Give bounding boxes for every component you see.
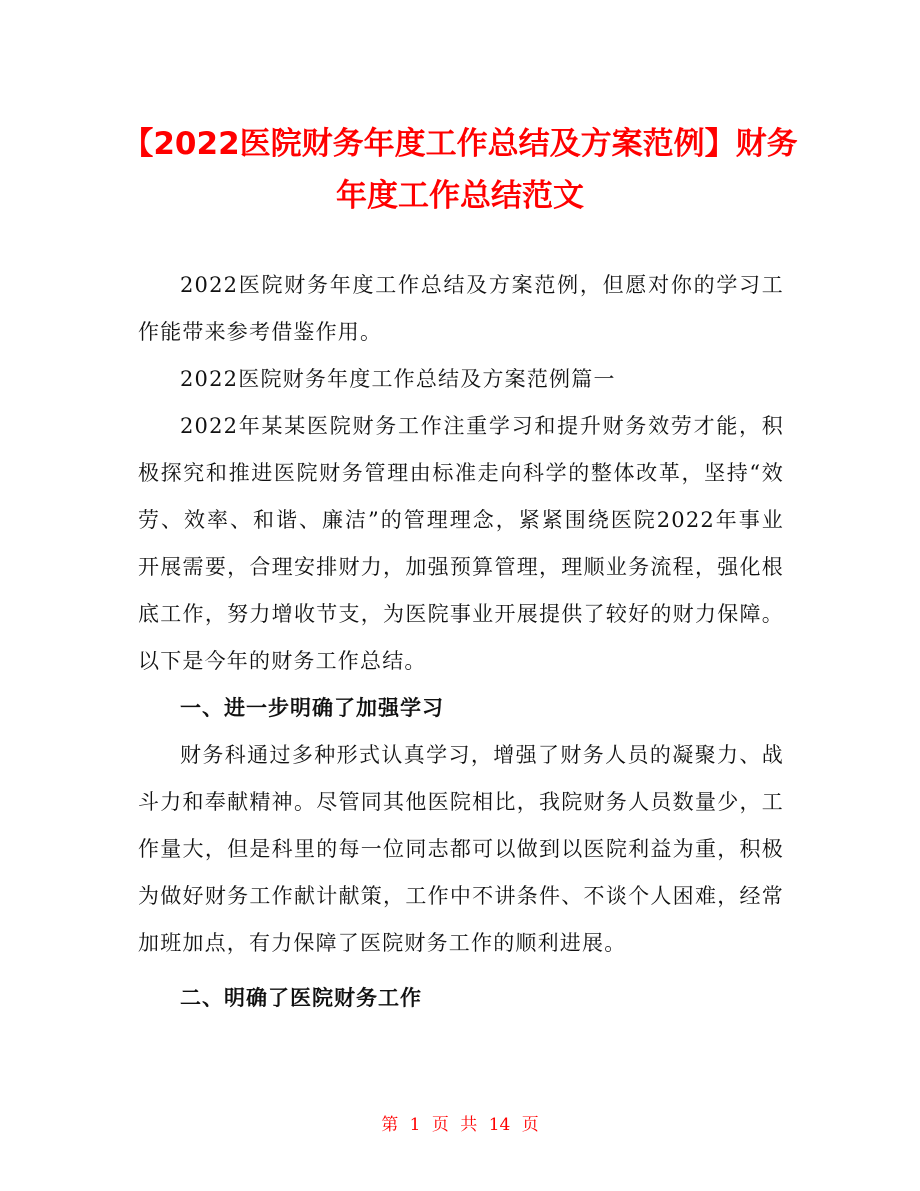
- document-title: 【2022医院财务年度工作总结及方案范例】财务年度工作总结范文: [122, 126, 798, 214]
- intro-paragraph: 2022医院财务年度工作总结及方案范例，但愿对你的学习工作能带来参考借鉴作用。: [138, 273, 784, 344]
- summary-paragraph: 2022年某某医院财务工作注重学习和提升财务效劳才能，积极探究和推进医院财务管理由标准走向科学的整体改革，坚持“效劳、效率、和谐、廉洁”的管理理念，紧紧围绕医院2022年事业开展需要，合理安排财力，加强预算管理，理顺业务流程，强化根底工作，努力增收节支，为医院事业开展提供了较好的财力保障。以下是今年的财务工作总结。: [138, 414, 784, 673]
- subtitle-paragraph: 2022医院财务年度工作总结及方案范例篇一: [180, 367, 616, 391]
- section-1-body: 财务科通过多种形式认真学习，增强了财务人员的凝聚力、战斗力和奉献精神。尽管同其他医院相比，我院财务人员数量少，工作量大，但是科里的每一位同志都可以做到以医院利益为重，积极为做好财务工作献计献策，工作中不讲条件、不谈个人困难，经常加班加点，有力保障了医院财务工作的顺利进展。: [138, 743, 784, 955]
- section-1-heading: 一、进一步明确了加强学习: [180, 696, 444, 720]
- page-footer: 第 1 页 共 14 页: [381, 1115, 539, 1135]
- section-2-heading: 二、明确了医院财务工作: [180, 986, 422, 1010]
- document-body: [138, 262, 784, 1022]
